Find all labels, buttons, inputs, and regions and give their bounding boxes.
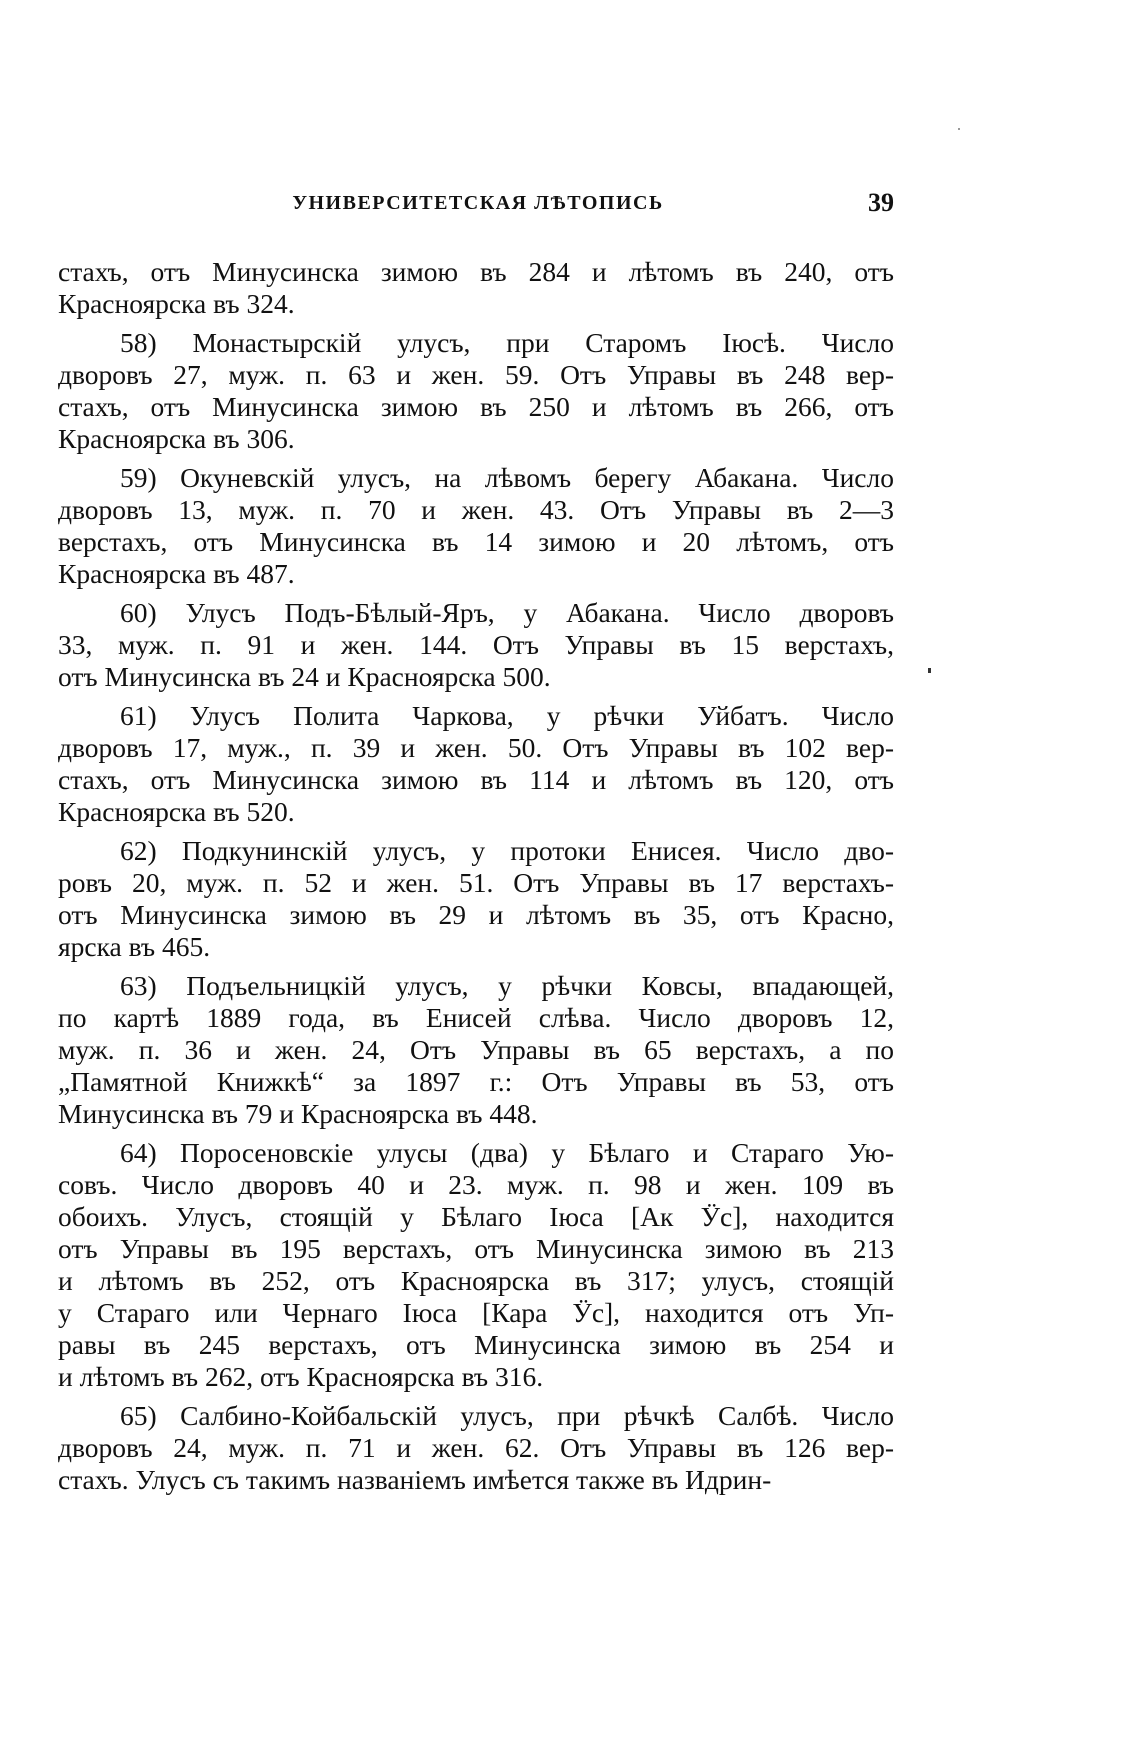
- text-line: 61) Улусъ Полита Чаркова, у рѣчки Уйбатъ. Число: [120, 700, 894, 731]
- page-number: 39: [868, 188, 894, 217]
- scan-speck: [958, 128, 960, 130]
- paragraph-60: [58, 597, 894, 693]
- text-line: Красноярска въ 520.: [58, 796, 295, 827]
- text-line: дворовъ 13, муж. п. 70 и жен. 43. Отъ Управы въ 2—3: [58, 494, 894, 525]
- text-line: совъ. Число дворовъ 40 и 23. муж. п. 98 и жен. 109 въ: [58, 1169, 894, 1200]
- text-line: 63) Подъельницкій улусъ, у рѣчки Ковсы, впадающей,: [120, 970, 894, 1001]
- text-line: 58) Монастырскій улусъ, при Старомъ Іюсѣ. Число: [120, 327, 894, 358]
- text-line: отъ Минусинска въ 24 и Красноярска 500.: [58, 661, 551, 692]
- text-line: стахъ, отъ Минусинска зимою въ 250 и лѣтомъ въ 266, отъ: [58, 391, 894, 422]
- text-line: Красноярска въ 306.: [58, 423, 295, 454]
- text-line: по картѣ 1889 года, въ Енисей слѣва. Число дворовъ 12,: [58, 1002, 894, 1033]
- paragraph-59: [58, 462, 894, 590]
- text-line: Красноярска въ 324.: [58, 288, 295, 319]
- running-head: [58, 188, 894, 228]
- text-line: 65) Салбино-Койбальскій улусъ, при рѣчкѣ Салбѣ. Число: [120, 1400, 894, 1431]
- paragraph-65: [58, 1400, 894, 1496]
- text-line: верстахъ, отъ Минусинска въ 14 зимою и 20 лѣтомъ, отъ: [58, 526, 894, 557]
- text-line: „Памятной Книжкѣ“ за 1897 г.: Отъ Управы въ 53, отъ: [58, 1066, 894, 1097]
- paragraph-63: [58, 970, 894, 1130]
- text-line: 33, муж. п. 91 и жен. 144. Отъ Управы въ 15 верстахъ,: [58, 629, 894, 660]
- text-line: дворовъ 27, муж. п. 63 и жен. 59. Отъ Управы въ 248 вер-: [58, 359, 894, 390]
- text-block: [58, 256, 894, 1503]
- text-line: равы въ 245 верстахъ, отъ Минусинска зимою въ 254 и: [58, 1329, 894, 1360]
- text-line: стахъ, отъ Минусинска зимою въ 114 и лѣтомъ въ 120, отъ: [58, 764, 894, 795]
- text-line: у Стараго или Чернаго Іюса [Кара Ӱс], находится отъ Уп-: [58, 1297, 894, 1328]
- text-line: 59) Окуневскій улусъ, на лѣвомъ берегу Абакана. Число: [120, 462, 894, 493]
- text-line: 62) Подкунинскій улусъ, у протоки Енисея. Число дво-: [120, 835, 894, 866]
- text-line: ярска въ 465.: [58, 931, 211, 962]
- text-line: муж. п. 36 и жен. 24, Отъ Управы въ 65 верстахъ, а по: [58, 1034, 894, 1065]
- text-line: и лѣтомъ въ 262, отъ Красноярска въ 316.: [58, 1361, 544, 1392]
- text-line: 60) Улусъ Подъ-Бѣлый-Яръ, у Абакана. Число дворовъ: [120, 597, 894, 628]
- text-line: отъ Управы въ 195 верстахъ, отъ Минусинска зимою въ 213: [58, 1233, 894, 1264]
- text-line: 64) Поросеновскіе улусы (два) у Бѣлаго и Стараго Ую-: [120, 1137, 894, 1168]
- text-line: отъ Минусинска зимою въ 29 и лѣтомъ въ 35, отъ Красно,: [58, 899, 894, 930]
- paragraph-cont: [58, 256, 894, 320]
- paragraph-61: [58, 700, 894, 828]
- running-title: УНИВЕРСИТЕТСКАЯ ЛѢТОПИСЬ: [292, 192, 664, 214]
- text-line: Минусинска въ 79 и Красноярска въ 448.: [58, 1098, 538, 1129]
- text-line: Красноярска въ 487.: [58, 558, 295, 589]
- text-line: дворовъ 24, муж. п. 71 и жен. 62. Отъ Управы въ 126 вер-: [58, 1432, 894, 1463]
- paragraph-58: [58, 327, 894, 455]
- paragraph-62: [58, 835, 894, 963]
- paragraph-64: [58, 1137, 894, 1393]
- text-line: и лѣтомъ въ 252, отъ Красноярска въ 317; улусъ, стоящій: [58, 1265, 894, 1296]
- text-line: стахъ. Улусъ съ такимъ названіемъ имѣется также въ Идрин-: [58, 1464, 772, 1495]
- text-line: ровъ 20, муж. п. 52 и жен. 51. Отъ Управы въ 17 верстахъ-: [58, 867, 894, 898]
- text-line: дворовъ 17, муж., п. 39 и жен. 50. Отъ Управы въ 102 вер-: [58, 732, 894, 763]
- text-line: стахъ, отъ Минусинска зимою въ 284 и лѣтомъ въ 240, отъ: [58, 256, 894, 287]
- scan-speck: [928, 668, 931, 673]
- text-line: обоихъ. Улусъ, стоящій у Бѣлаго Іюса [Ак Ӱс], находится: [58, 1201, 894, 1232]
